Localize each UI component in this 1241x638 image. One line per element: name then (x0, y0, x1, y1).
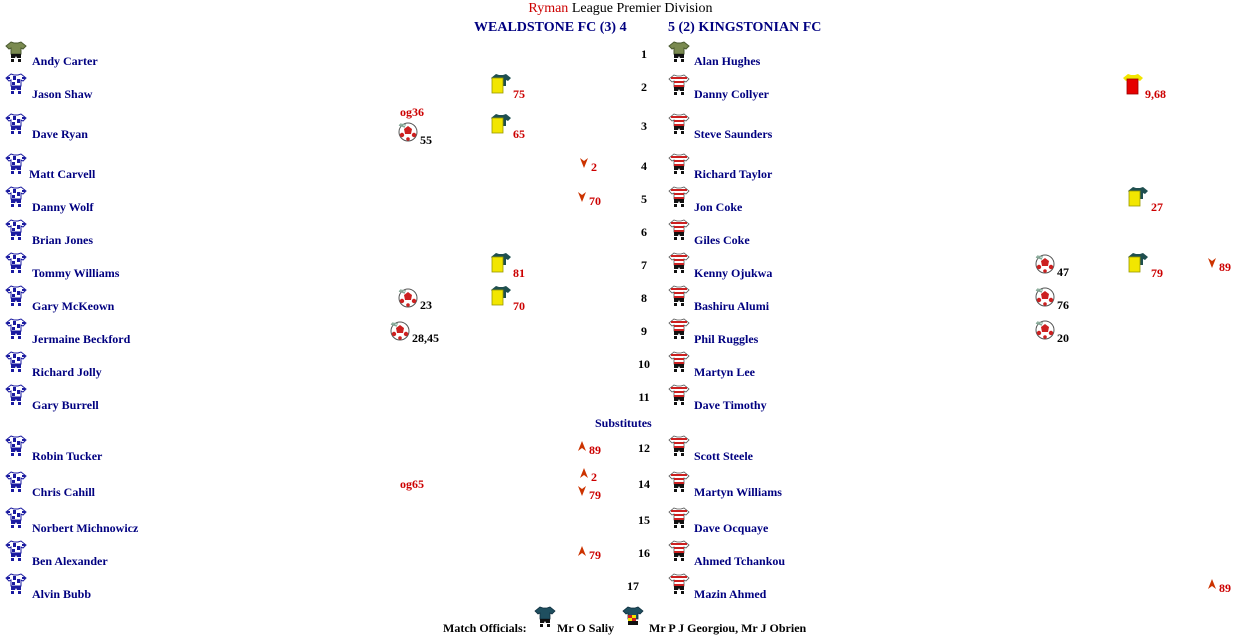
away-player: Dave Timothy (694, 398, 767, 412)
away-player: Bashiru Alumi (694, 299, 770, 313)
yellow-card-icon (490, 252, 512, 274)
assistant-referee-icon (622, 606, 644, 628)
red-card-minute: 9,68 (1145, 87, 1166, 101)
yellow-card-icon (1127, 186, 1149, 208)
player-shirt-icon (668, 435, 690, 457)
shirt-number: 1 (641, 47, 647, 61)
yellow-card-minute: 65 (513, 127, 525, 141)
player-shirt-icon (668, 351, 690, 373)
player-shirt-icon (5, 73, 27, 95)
goal-minute: 76 (1057, 298, 1069, 312)
goal-minute: 47 (1057, 265, 1069, 279)
sub-on-minute: 79 (589, 548, 601, 562)
player-shirt-icon (5, 540, 27, 562)
shirt-number: 4 (641, 159, 647, 173)
away-player: Dave Ocquaye (694, 521, 769, 535)
goal-minute: 23 (420, 298, 432, 312)
shirt-number: 8 (641, 291, 647, 305)
home-player: Jermaine Beckford (32, 332, 131, 346)
goalkeeper-shirt-icon (5, 41, 27, 63)
away-player: Phil Ruggles (694, 332, 759, 346)
goalkeeper-shirt-icon (668, 41, 690, 63)
sub-on-minute: 2 (591, 470, 597, 484)
substitution-off-icon (577, 485, 587, 497)
home-player: Norbert Michnowicz (32, 521, 139, 535)
goal-ball-icon (1034, 286, 1056, 308)
yellow-card-icon (490, 285, 512, 307)
away-player: Martyn Lee (694, 365, 755, 379)
goal-minute: 20 (1057, 331, 1069, 345)
sub-off-minute: 2 (591, 160, 597, 174)
goal-ball-icon (1034, 253, 1056, 275)
substitution-on-icon (579, 467, 589, 479)
shirt-number: 14 (638, 477, 650, 491)
player-shirt-icon (668, 219, 690, 241)
shirt-number: 11 (638, 390, 650, 404)
player-shirt-icon (668, 285, 690, 307)
player-shirt-icon (5, 153, 27, 175)
goal-ball-icon (397, 287, 419, 309)
player-shirt-icon (5, 471, 27, 493)
player-shirt-icon (5, 384, 27, 406)
home-player: Danny Wolf (32, 200, 94, 214)
goal-ball-icon (1034, 319, 1056, 341)
away-player: Ahmed Tchankou (694, 554, 786, 568)
substitution-on-icon (577, 545, 587, 557)
red-card-icon (1122, 73, 1144, 95)
home-player: Robin Tucker (32, 449, 103, 463)
league-brand: Ryman (528, 1, 569, 16)
referee-name: Mr O Saliy (557, 621, 615, 635)
yellow-card-icon (490, 73, 512, 95)
officials-label: Match Officials: (443, 621, 527, 635)
home-player: Tommy Williams (32, 266, 120, 280)
substitution-off-icon (577, 191, 587, 203)
player-shirt-icon (668, 153, 690, 175)
player-shirt-icon (5, 318, 27, 340)
shirt-number: 2 (641, 80, 647, 94)
shirt-number: 7 (641, 258, 647, 272)
home-player: Matt Carvell (29, 167, 96, 181)
player-shirt-icon (668, 573, 690, 595)
shirt-number: 16 (638, 546, 650, 560)
yellow-card-minute: 70 (513, 299, 525, 313)
sub-off-minute: 79 (589, 488, 601, 502)
home-player: Dave Ryan (32, 127, 88, 141)
shirt-number: 3 (641, 119, 647, 133)
away-player: Jon Coke (694, 200, 743, 214)
player-shirt-icon (668, 113, 690, 135)
yellow-card-icon (1127, 252, 1149, 274)
shirt-number: 10 (638, 357, 650, 371)
yellow-card-icon (490, 113, 512, 135)
sub-off-minute: 70 (589, 194, 601, 208)
own-goal-minute: og36 (400, 105, 424, 119)
player-shirt-icon (668, 384, 690, 406)
player-shirt-icon (668, 540, 690, 562)
away-player: Alan Hughes (694, 54, 761, 68)
home-player: Jason Shaw (32, 87, 93, 101)
goal-minute: 55 (420, 133, 432, 147)
player-shirt-icon (5, 252, 27, 274)
player-shirt-icon (668, 471, 690, 493)
shirt-number: 6 (641, 225, 647, 239)
home-player: Ben Alexander (32, 554, 108, 568)
goal-ball-icon (397, 121, 419, 143)
substitution-on-icon (577, 440, 587, 452)
away-player: Steve Saunders (694, 127, 773, 141)
home-player: Richard Jolly (32, 365, 102, 379)
away-player: Giles Coke (694, 233, 750, 247)
player-shirt-icon (668, 318, 690, 340)
yellow-card-minute: 75 (513, 87, 525, 101)
player-shirt-icon (5, 219, 27, 241)
substitution-off-icon (1207, 257, 1217, 269)
player-shirt-icon (668, 74, 690, 96)
referee-shirt-icon (534, 606, 556, 628)
away-player: Richard Taylor (694, 167, 773, 181)
yellow-card-minute: 81 (513, 266, 525, 280)
away-team-title: 5 (2) KINGSTONIAN FC (668, 20, 822, 35)
yellow-card-minute: 79 (1151, 266, 1163, 280)
home-player: Chris Cahill (32, 485, 96, 499)
away-player: Danny Collyer (694, 87, 769, 101)
shirt-number: 15 (638, 513, 650, 527)
league-name: League Premier Division (571, 1, 713, 16)
assistant-referees: Mr P J Georgiou, Mr J Obrien (649, 621, 807, 635)
shirt-number: 17 (627, 579, 639, 593)
player-shirt-icon (5, 573, 27, 595)
player-shirt-icon (5, 186, 27, 208)
goal-ball-icon (389, 320, 411, 342)
shirt-number: 12 (638, 441, 650, 455)
home-team-title: WEALDSTONE FC (3) 4 (474, 20, 627, 35)
player-shirt-icon (5, 351, 27, 373)
home-player: Andy Carter (32, 54, 98, 68)
home-player: Gary McKeown (32, 299, 115, 313)
yellow-card-minute: 27 (1151, 200, 1163, 214)
home-player: Brian Jones (32, 233, 94, 247)
sub-on-minute: 89 (1219, 581, 1231, 595)
away-player: Martyn Williams (694, 485, 782, 499)
player-shirt-icon (5, 285, 27, 307)
player-shirt-icon (668, 507, 690, 529)
home-player: Gary Burrell (32, 398, 99, 412)
player-shirt-icon (5, 507, 27, 529)
player-shirt-icon (668, 186, 690, 208)
own-goal-minute: og65 (400, 477, 424, 491)
player-shirt-icon (668, 252, 690, 274)
sub-on-minute: 89 (589, 443, 601, 457)
player-shirt-icon (5, 435, 27, 457)
sub-off-minute: 89 (1219, 260, 1231, 274)
page-title (0, 1, 1241, 17)
substitution-on-icon (1207, 578, 1217, 590)
goal-minute: 28,45 (412, 331, 439, 345)
away-player: Scott Steele (694, 449, 753, 463)
substitution-off-icon (579, 157, 589, 169)
shirt-number: 9 (641, 324, 647, 338)
away-player: Kenny Ojukwa (694, 266, 773, 280)
home-player: Alvin Bubb (32, 587, 92, 601)
player-shirt-icon (5, 113, 27, 135)
substitutes-heading: Substitutes (595, 416, 652, 430)
away-player: Mazin Ahmed (694, 587, 767, 601)
shirt-number: 5 (641, 192, 647, 206)
